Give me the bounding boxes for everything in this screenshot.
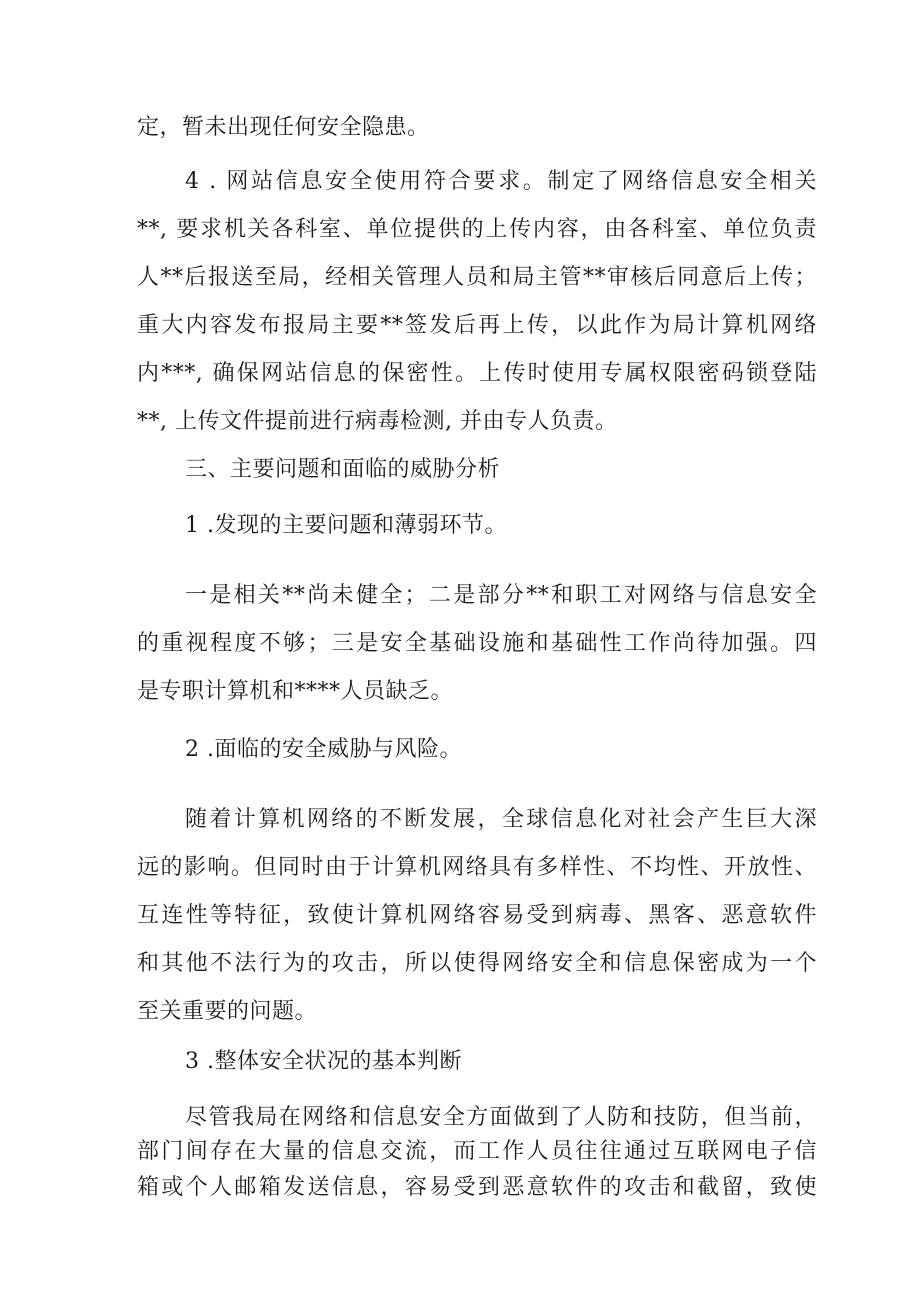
paragraph-line: 箱或个人邮箱发送信息，容易受到恶意软件的攻击和截留，致使 — [137, 1175, 817, 1200]
paragraph-line: 是专职计算机和****人员缺乏。 — [137, 679, 454, 704]
paragraph-line: 的重视程度不够；三是安全基础设施和基础性工作尚待加强。四 — [137, 631, 817, 656]
section-heading: 三、主要问题和面临的威胁分析 — [185, 457, 501, 482]
paragraph-line: 重大内容发布报局主要**签发后再上传，以此作为局计算机网络 — [137, 313, 817, 338]
paragraph-line: **, 要求机关各科室、单位提供的上传内容，由各科室、单位负责 — [137, 217, 817, 242]
paragraph-line: 互连性等特征，致使计算机网络容易受到病毒、黑客、恶意软件 — [137, 903, 817, 928]
subsection-heading: 1 .发现的主要问题和薄弱环节。 — [185, 513, 507, 538]
paragraph-line: 尽管我局在网络和信息安全方面做到了人防和技防，但当前， — [185, 1105, 817, 1130]
paragraph-line: 随着计算机网络的不断发展，全球信息化对社会产生巨大深 — [185, 807, 817, 832]
paragraph-line: 部门间存在大量的信息交流，而工作人员往往通过互联网电子信 — [137, 1139, 817, 1164]
paragraph-line: **, 上传文件提前进行病毒检测, 并由专人负责。 — [137, 409, 618, 434]
paragraph-line: 人**后报送至局，经相关管理人员和局主管**审核后同意后上传； — [137, 265, 817, 290]
paragraph-line: 内***, 确保网站信息的保密性。上传时使用专属权限密码锁登陆 — [137, 361, 817, 386]
paragraph-line: 远的影响。但同时由于计算机网络具有多样性、不均性、开放性、 — [137, 855, 817, 880]
subsection-heading: 2 .面临的安全威胁与风险。 — [185, 737, 462, 762]
paragraph-line: 和其他不法行为的攻击，所以使得网络安全和信息保密成为一个 — [137, 951, 817, 976]
subsection-heading: 3 .整体安全状况的基本判断 — [185, 1049, 462, 1074]
paragraph-line: 一是相关**尚未健全；二是部分**和职工对网络与信息安全 — [185, 583, 817, 608]
paragraph-line: 至关重要的问题。 — [137, 999, 318, 1024]
paragraph-line: 4 . 网站信息安全使用符合要求。制定了网络信息安全相关 — [185, 169, 817, 194]
paragraph-line: 定，暂未出现任何安全隐患。 — [137, 115, 430, 140]
